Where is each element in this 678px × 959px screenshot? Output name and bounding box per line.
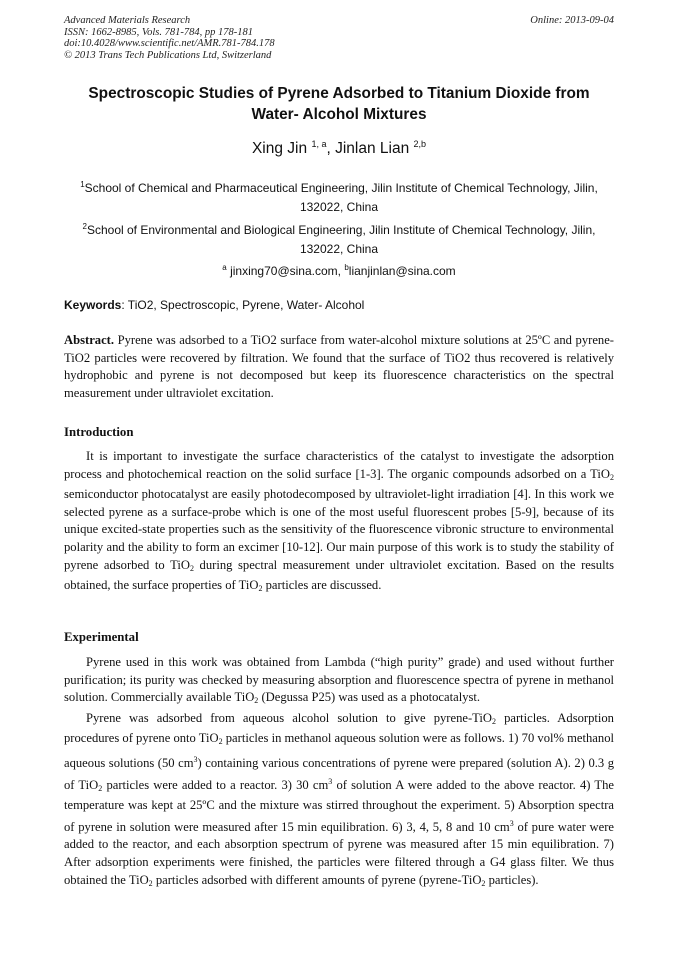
- text-run: particles. Adsorption procedures of pyrene onto TiO: [64, 710, 614, 746]
- author-name: Xing Jin: [251, 140, 308, 158]
- text-run: (Degussa P25) was used as a photocatalyst.: [258, 690, 481, 705]
- superscript: 3: [509, 818, 514, 828]
- superscript: 3: [193, 754, 198, 764]
- affiliation-superscript: 2: [82, 222, 87, 231]
- text-run: particles).: [485, 872, 539, 887]
- text-run: ) containing various concentrations of pyrene were prepared (solution A). 2) 0.3 g of TiO: [64, 755, 615, 792]
- text-run: Pyrene was adsorbed from aqueous alcohol solution to give pyrene-TiO: [86, 710, 493, 725]
- introduction-body: [64, 448, 614, 598]
- abstract: [64, 332, 614, 402]
- affiliation-superscript: 1: [80, 180, 85, 189]
- text-run: during spectral measurement under ultraviolet excitation. Based on the results obtained, the surface properties of TiO: [64, 557, 614, 593]
- email-address: jinxing70@sina.com,: [226, 264, 345, 278]
- subscript: 2: [481, 878, 486, 888]
- text-run: particles in methanol aqueous solution were as follows. 1) 70 vol% methanol aqueous solutions (50 cm: [64, 731, 614, 770]
- affiliation-2: [64, 217, 614, 259]
- author-superscript: 2,b: [413, 139, 427, 149]
- keywords: [64, 298, 364, 312]
- affiliation-text: School of Chemical and Pharmaceutical Engineering, Jilin Institute of Chemical Technology, Jilin, 132022, China: [84, 181, 598, 214]
- paper-title: Spectroscopic Studies of Pyrene Adsorbed to Titanium Dioxide from Water- Alcohol Mixtures: [88, 85, 590, 123]
- subscript: 2: [189, 563, 194, 573]
- author-line: [64, 139, 614, 158]
- subscript: 2: [258, 584, 263, 594]
- affiliation-text: School of Environmental and Biological Engineering, Jilin Institute of Chemical Technology, Jilin, 132022, China: [86, 223, 596, 256]
- text-run: particles adsorbed with different amounts of pyrene (pyrene-TiO: [152, 872, 482, 887]
- author-separator: ,: [326, 140, 336, 158]
- subscript: 2: [492, 716, 497, 726]
- author-superscript: 1, a: [311, 139, 327, 149]
- text-run: particles are discussed.: [262, 578, 382, 593]
- paragraph: [64, 710, 614, 892]
- text-run: particles were added to a reactor. 3) 30 cm: [102, 777, 329, 792]
- email-superscript: b: [344, 263, 349, 272]
- journal-name: Advanced Materials Research: [64, 15, 191, 26]
- copyright-line: © 2013 Trans Tech Publications Ltd, Switzerland: [64, 49, 272, 61]
- doi-line: doi:10.4028/www.scientific.net/AMR.781-784.178: [64, 38, 275, 50]
- subscript: 2: [98, 783, 103, 793]
- paragraph: [64, 448, 614, 598]
- abstract-label: Abstract.: [64, 333, 115, 347]
- subscript: 2: [610, 472, 614, 482]
- text-run: of solution A were added to the above reactor. 4) The temperature was kept at 25ºC and the mixture was stirred throughout the experiment. 5) Absorption spectra of pyrene in solution were measured after 15 min equilibration. 6) 3, 4, 5, 8 and 10 cm: [64, 777, 615, 834]
- author-name: Jinlan Lian: [335, 140, 410, 158]
- subscript: 2: [148, 878, 153, 888]
- email-superscript: a: [222, 263, 227, 272]
- email-address: lianjinlan@sina.com: [348, 264, 456, 278]
- issn-line: ISSN: 1662-8985, Vols. 781-784, pp 178-181: [64, 26, 253, 38]
- journal-header: [64, 15, 275, 61]
- text-run: It is important to investigate the surface characteristics of the catalyst to investigate the adsorption process and photochemical reaction on the solid surface [1-3]. The organic compounds adsorbed on a TiO: [64, 449, 614, 481]
- keywords-text: : TiO2, Spectroscopic, Pyrene, Water- Alcohol: [121, 298, 365, 312]
- keywords-label: Keywords: [64, 298, 122, 312]
- experimental-body: [64, 654, 614, 892]
- online-date: Online: 2013-09-04: [530, 15, 614, 26]
- email-line: [64, 258, 614, 281]
- paragraph: [64, 654, 614, 710]
- text-run: of pure water were added to the reactor, and each absorption spectrum of pyrene was measured after 15 min equilibration. 7) After adsorption experiments were finished, the particles were filtered through a G4 glass filter. We thus obtained the TiO: [64, 819, 614, 887]
- section-heading-experimental: Experimental: [64, 630, 139, 644]
- abstract-text: Pyrene was adsorbed to a TiO2 surface from water-alcohol mixture solutions at 25ºC and pyrene-TiO2 particles were recovered by filtration. We found that the surface of TiO2 thus recovered is relatively hydrophobic and pyrene is not decomposed but keep its fluorescence characteristics on the spectral measurement under ultraviolet excitation.: [64, 333, 614, 400]
- text-run: semiconductor photocatalyst are easily photodecomposed by ultraviolet-light irradiation [4]. In this work we selected pyrene as a surface-probe which is one of the most useful fluorescent probes [5-9], because of its unique excited-state properties such as the sensitivity of the fluorescence vibronic structure to environmental polarity and the ability to form an excimer [10-12]. Our main purpose of this work is to study the stability of pyrene adsorbed to TiO: [64, 487, 614, 572]
- subscript: 2: [254, 696, 259, 706]
- section-heading-introduction: Introduction: [64, 425, 134, 439]
- affiliation-1: [64, 175, 614, 217]
- text-run: Pyrene used in this work was obtained from Lambda (“high purity” grade) and used without further purification; its purity was checked by measuring absorption and fluorescence spectra of pyrene in methanol solution. Commercially available TiO: [64, 655, 614, 705]
- subscript: 2: [218, 737, 223, 747]
- superscript: 3: [328, 776, 333, 786]
